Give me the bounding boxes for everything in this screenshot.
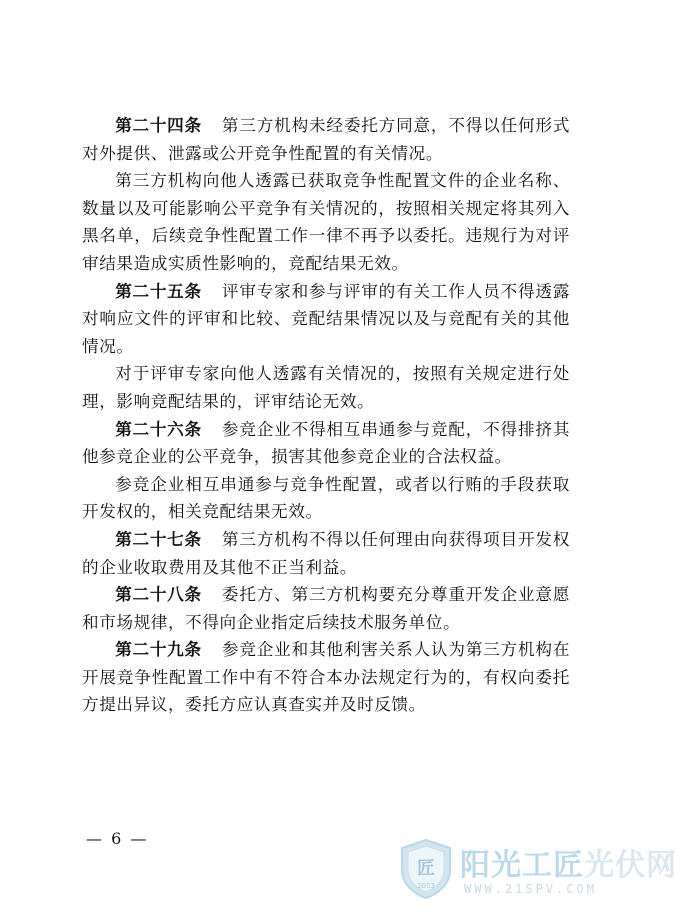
paragraph-text: 对于评审专家向他人透露有关情况的，按照有关规定进行处理，影响竞配结果的，评审结论无效。 (82, 364, 570, 411)
paragraph (82, 167, 570, 277)
article-24 (82, 112, 570, 167)
article-heading: 第二十四条 (115, 116, 202, 135)
article-heading: 第二十五条 (115, 281, 202, 301)
article-text: 第三方机构不得以任何理由向获得项目开发权的企业收取费用及其他不正当利益。 (82, 529, 571, 577)
article-27 (82, 526, 570, 581)
paragraph (82, 471, 570, 526)
watermark-title: 阳光工匠光伏网 (460, 848, 677, 883)
page-number: — 6 — (86, 829, 149, 848)
article-heading: 第二十八条 (115, 585, 202, 605)
article-text: 第三方机构未经委托方同意，不得以任何形式对外提供、泄露或公开竞争性配置的有关情况。 (82, 116, 571, 163)
paragraph-text: 第三方机构向他人透露已获取竞争性配置文件的企业名称、数量以及可能影响公平竞争有关情况的，按照相关规定将其列入黑名单，后续竞争性配置工作一律不再予以委托。违规行为对评审结果造成实质性影响的，竞配结果无效。 (82, 171, 570, 273)
shield-logo-icon (398, 838, 454, 900)
article-heading: 第二十六条 (115, 419, 202, 439)
paragraph (82, 360, 570, 415)
article-heading: 第二十七条 (115, 529, 202, 549)
svg-text:匠: 匠 (417, 858, 435, 879)
document-body (82, 112, 570, 719)
article-28 (82, 581, 570, 636)
article-25 (82, 278, 570, 361)
article-heading: 第二十九条 (115, 640, 202, 660)
watermark (392, 836, 677, 916)
article-text: 参竞企业和其他利害关系人认为第三方机构在开展竞争性配置工作中有不符合本办法规定行为的，有权向委托方提出异议，委托方应认真查实并及时反馈。 (82, 640, 571, 715)
article-29 (82, 636, 570, 719)
article-text: 委托方、第三方机构要充分尊重开发企业意愿和市场规律，不得向企业指定后续技术服务单位。 (82, 585, 571, 632)
article-text: 评审专家和参与评审的有关工作人员不得透露对响应文件的评审和比较、竞配结果情况以及与竞配有关的其他情况。 (82, 281, 571, 356)
paragraph-text: 参竞企业相互串通参与竞争性配置，或者以行贿的手段获取开发权的，相关竞配结果无效。 (82, 474, 570, 522)
watermark-year: 2003 (417, 882, 435, 890)
article-26 (82, 416, 570, 471)
article-text: 参竞企业不得相互串通参与竞配，不得排挤其他参竞企业的公平竞争，损害其他参竞企业的合法权益。 (82, 419, 571, 467)
watermark-url: WWW.21SPV.COM (464, 882, 597, 896)
